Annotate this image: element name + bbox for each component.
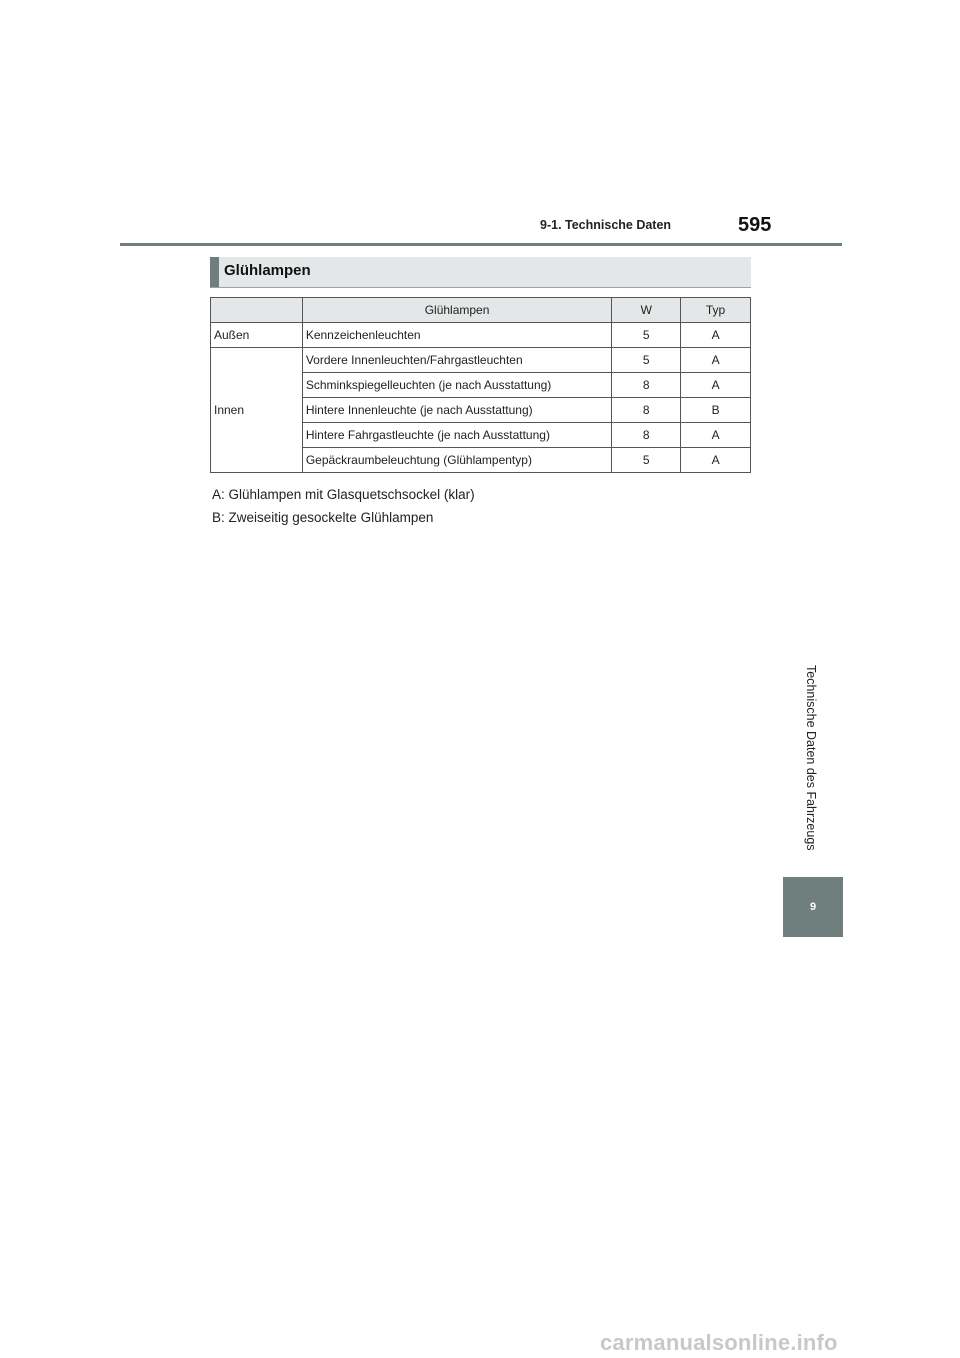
- chapter-number: 9: [809, 901, 817, 913]
- bulb-type: A: [681, 423, 751, 448]
- bulb-type: A: [681, 448, 751, 473]
- page-number: 595: [738, 214, 772, 236]
- chapter-side-label: Technische Daten des Fahrzeugs: [804, 665, 818, 851]
- bulb-name: Vordere Innenleuchten/Fahrgastleuchten: [302, 348, 612, 373]
- bulb-name: Hintere Innenleuchte (je nach Ausstattung): [302, 398, 612, 423]
- note-type-a: A: Glühlampen mit Glasquetschsockel (klar): [212, 487, 475, 502]
- bulb-spec-table: [210, 297, 751, 473]
- section-label: 9-1. Technische Daten: [540, 218, 672, 232]
- bulb-type: A: [681, 348, 751, 373]
- bulb-type: B: [681, 398, 751, 423]
- bulb-watt: 5: [612, 448, 681, 473]
- table-header-row: [211, 298, 751, 323]
- table-row: [211, 323, 751, 348]
- header-bulbs: Glühlampen: [302, 298, 612, 323]
- header-watt: W: [612, 298, 681, 323]
- location-inside: Innen: [211, 348, 303, 473]
- bulb-name: Hintere Fahrgastleuchte (je nach Ausstattung): [302, 423, 612, 448]
- type-notes: [212, 487, 475, 533]
- note-type-b: B: Zweiseitig gesockelte Glühlampen: [212, 510, 434, 525]
- bulb-watt: 8: [612, 423, 681, 448]
- bulb-watt: 5: [612, 348, 681, 373]
- location-outside: Außen: [211, 323, 303, 348]
- bulb-watt: 8: [612, 373, 681, 398]
- table-row: [211, 348, 751, 373]
- section-heading: [210, 257, 751, 288]
- bulb-type: A: [681, 373, 751, 398]
- bulb-watt: 5: [612, 323, 681, 348]
- watermark-logo: carmanualsonline.info: [600, 1330, 838, 1355]
- bulb-name: Schminkspiegelleuchten (je nach Ausstattung): [302, 373, 612, 398]
- chapter-tab[interactable]: [783, 877, 843, 937]
- bulb-watt: 8: [612, 398, 681, 423]
- header-type: Typ: [681, 298, 751, 323]
- section-title: Glühlampen: [224, 262, 311, 279]
- bulb-name: Gepäckraumbeleuchtung (Glühlampentyp): [302, 448, 612, 473]
- header-location: [211, 298, 303, 323]
- bulb-type: A: [681, 323, 751, 348]
- bulb-name: Kennzeichenleuchten: [302, 323, 612, 348]
- heading-accent-bar: [210, 257, 219, 287]
- header-divider: [120, 243, 842, 246]
